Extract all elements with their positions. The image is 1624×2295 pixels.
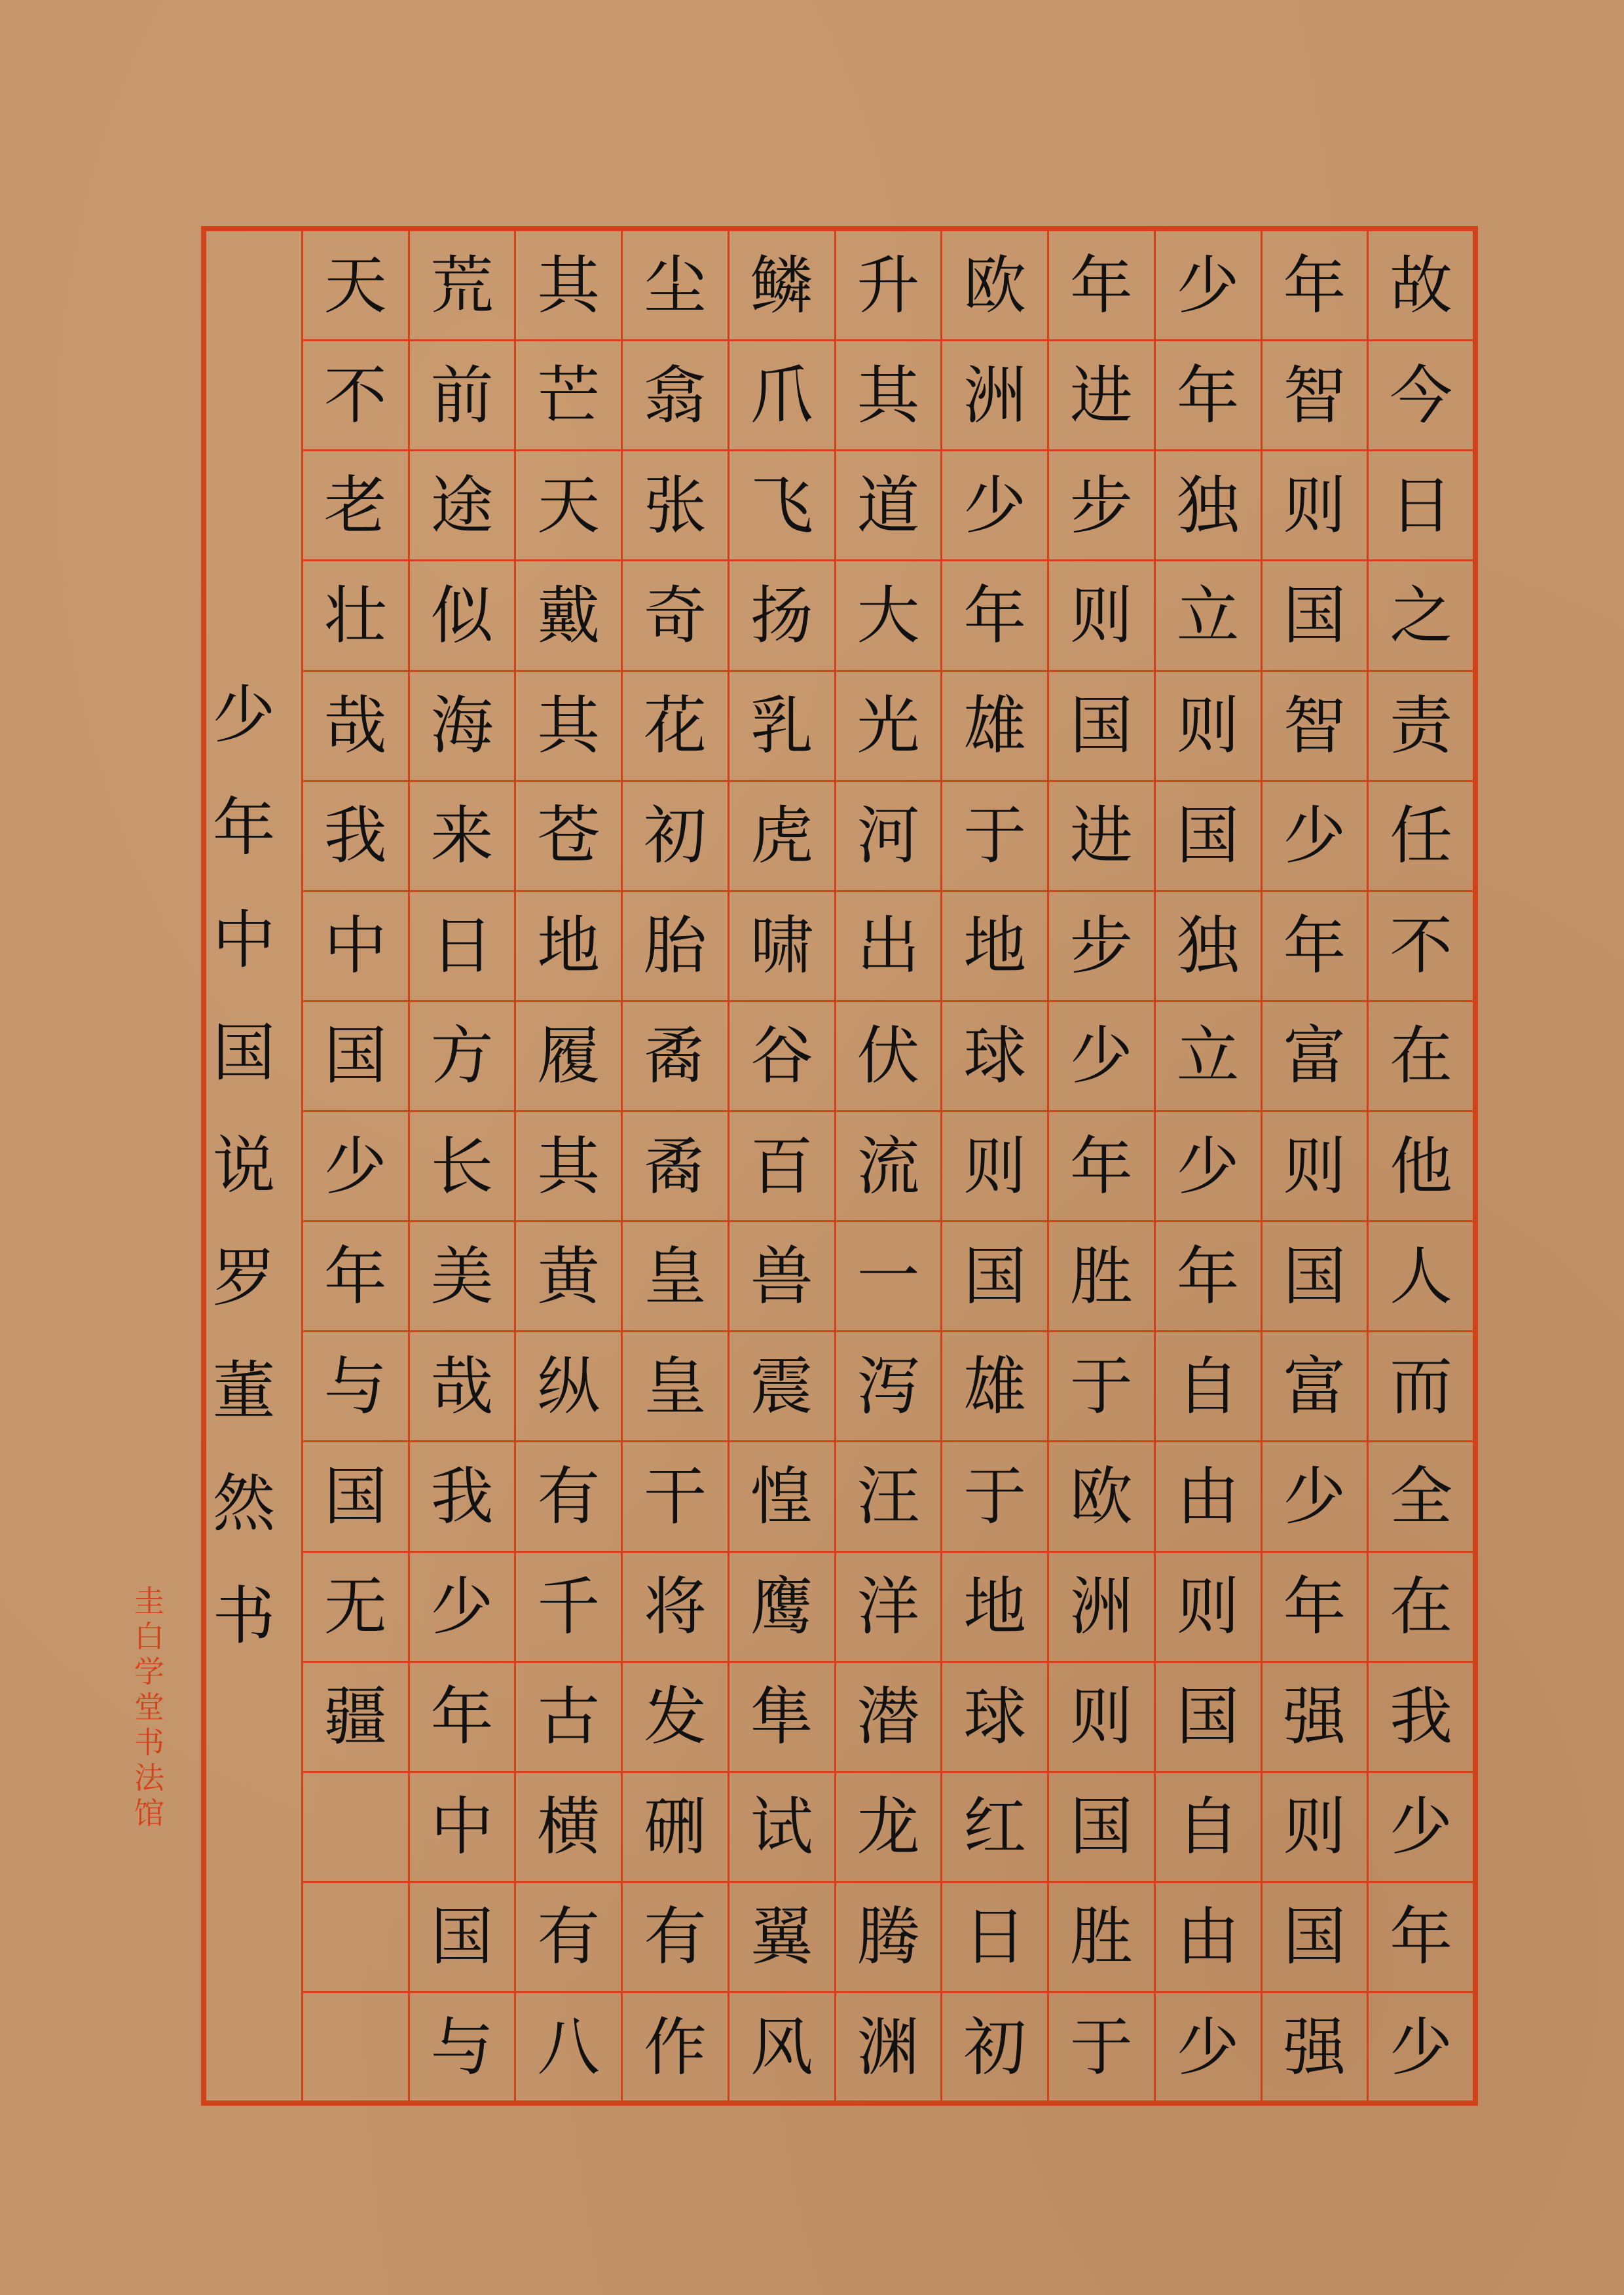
grid-cell: 似 [410,561,515,671]
grid-cell: 则 [1049,1663,1154,1773]
grid-cell: 花 [623,672,728,782]
grid-cell: 伏 [836,1002,941,1112]
grid-cell: 少 [942,451,1047,561]
grid-cell: 奇 [623,561,728,671]
grid-cell: 鹰 [729,1553,834,1663]
grid-cell: 地 [942,892,1047,1002]
grid-cell: 中 [303,892,408,1002]
grid-cell: 初 [963,2010,1027,2084]
grid-column [621,231,728,2101]
grid-cell: 八 [537,2010,600,2084]
grid-cell: 于 [942,1442,1047,1552]
grid-cell: 流 [836,1112,941,1222]
grid-cell: 天 [516,451,621,561]
grid-cell: 无 [303,1553,408,1663]
grid-cell: 富 [1263,1332,1367,1442]
grid-cell: 发 [623,1663,728,1773]
grid-column [834,231,941,2101]
grid-cell: 来 [410,782,515,892]
grid-cell: 长 [410,1112,515,1222]
grid-cell: 隼 [729,1663,834,1773]
grid-column [940,231,1047,2101]
grid-cell: 一 [836,1222,941,1332]
grid-cell: 疆 [303,1663,408,1773]
grid-cell: 于 [1069,2010,1133,2084]
grid-cell: 于 [942,782,1047,892]
grid-cell: 年 [1263,231,1367,341]
grid-cell: 翕 [623,341,728,451]
grid-cell: 不 [1369,892,1473,1002]
grid-cell: 张 [623,451,728,561]
grid-cell: 独 [1156,892,1261,1002]
grid-cell: 升 [836,231,941,341]
grid-cell: 年 [1049,231,1154,341]
grid-cell: 震 [729,1332,834,1442]
grid-cell: 年 [942,561,1047,671]
grid-cell: 中 [410,1773,515,1883]
grid-cell: 惶 [729,1442,834,1552]
grid-cell: 人 [1369,1222,1473,1332]
grid-cell: 泻 [836,1332,941,1442]
grid-cell: 皇 [623,1332,728,1442]
grid-cell: 少 [1156,1112,1261,1222]
grid-cell: 胎 [623,892,728,1002]
grid-cell: 纵 [516,1332,621,1442]
grid-cell: 途 [410,451,515,561]
grid-cell: 少 [1263,782,1367,892]
grid-cell: 雄 [942,672,1047,782]
grid-cell: 矞 [623,1112,728,1222]
grid-cell: 地 [942,1553,1047,1663]
grid-cell: 国 [1263,561,1367,671]
grid-cell: 其 [516,672,621,782]
grid-cell: 今 [1369,341,1473,451]
grid-cell: 与 [430,2010,494,2084]
grid-cell: 天 [303,231,408,341]
grid-cell: 于 [1049,1332,1154,1442]
grid-cell: 进 [1049,782,1154,892]
grid-cell: 红 [942,1773,1047,1883]
grid-cell: 欧 [1049,1442,1154,1552]
grid-cell: 国 [1049,1773,1154,1883]
grid-cell: 之 [1369,561,1473,671]
grid-cell: 欧 [942,231,1047,341]
grid-cell: 横 [516,1773,621,1883]
grid-cell: 富 [1263,1002,1367,1112]
grid-cell: 少 [303,1112,408,1222]
grid-cell: 他 [1369,1112,1473,1222]
grid-cell: 方 [410,1002,515,1112]
grid-cell: 自 [1156,1773,1261,1883]
grid-cell: 步 [1049,892,1154,1002]
grid-cell: 年 [1369,1883,1473,1993]
grid-cell: 不 [303,341,408,451]
grid-cell: 年 [410,1663,515,1773]
grid-cell: 我 [410,1442,515,1552]
grid-cell: 苍 [516,782,621,892]
grid-cell: 虎 [729,782,834,892]
grid-cell: 荒 [410,231,515,341]
grid-column [1154,231,1261,2101]
grid-cell: 作 [643,2010,707,2084]
grid-cell [303,1993,408,2101]
grid-cell [303,1773,408,1883]
grid-cell: 光 [836,672,941,782]
grid-cell: 龙 [836,1773,941,1883]
grid-cell: 洲 [942,341,1047,451]
grid-cell: 少 [1176,2010,1240,2084]
signature-inscription: 少年中国说罗董然书 [202,681,276,1695]
grid-column [1261,231,1367,2101]
grid-cell: 地 [516,892,621,1002]
grid-cell: 在 [1369,1553,1473,1663]
grid-cell: 履 [516,1002,621,1112]
grid-cell: 雄 [942,1332,1047,1442]
grid-cell: 由 [1156,1883,1261,1993]
grid-cell [303,1883,408,1993]
grid-cell: 谷 [729,1002,834,1112]
grid-cell: 芒 [516,341,621,451]
grid-cell: 戴 [516,561,621,671]
grid-column [408,231,515,2101]
grid-column [303,231,408,2101]
grid-cell: 河 [836,782,941,892]
grid-cell: 风 [750,2010,813,2084]
grid-column [728,231,834,2101]
grid-cell: 干 [623,1442,728,1552]
grid-cell: 则 [1156,672,1261,782]
grid-cell: 强 [1263,1663,1367,1773]
grid-cell: 尘 [623,231,728,341]
grid-cell: 全 [1369,1442,1473,1552]
grid-column [1367,231,1473,2101]
grid-cell: 洋 [836,1553,941,1663]
grid-cell: 前 [410,341,515,451]
grid-cell: 年 [1156,341,1261,451]
grid-cell: 强 [1283,2010,1346,2084]
grid-cell: 有 [516,1442,621,1552]
grid-cell: 进 [1049,341,1154,451]
grid-cell: 自 [1156,1332,1261,1442]
grid-cell: 独 [1156,451,1261,561]
grid-cell: 飞 [729,451,834,561]
grid-cell: 则 [1263,1112,1367,1222]
grid-cell: 有 [623,1883,728,1993]
grid-cell: 智 [1263,672,1367,782]
grid-cell: 海 [410,672,515,782]
grid-cell: 百 [729,1112,834,1222]
grid-cell: 国 [1156,1663,1261,1773]
grid-cell: 翼 [729,1883,834,1993]
grid-cell: 哉 [303,672,408,782]
grid-cell: 智 [1263,341,1367,451]
grid-cell: 国 [410,1883,515,1993]
grid-cell: 故 [1369,231,1473,341]
grid-cell: 立 [1156,1002,1261,1112]
grid-cell: 渊 [857,2010,920,2084]
grid-cell: 潜 [836,1663,941,1773]
grid-cell: 扬 [729,561,834,671]
grid-cell: 少 [410,1553,515,1663]
grid-cell: 国 [1263,1883,1367,1993]
grid-cell: 其 [516,1112,621,1222]
grid-cell: 国 [1263,1222,1367,1332]
grid-cell: 乳 [729,672,834,782]
grid-cell: 由 [1156,1442,1261,1552]
grid-cell: 腾 [836,1883,941,1993]
grid-cell: 其 [516,231,621,341]
grid-cell: 球 [942,1002,1047,1112]
grid-cell: 则 [1156,1553,1261,1663]
grid-cell: 立 [1156,561,1261,671]
grid-cell: 少 [1369,1773,1473,1883]
grid-cell: 与 [303,1332,408,1442]
grid-cell: 而 [1369,1332,1473,1442]
grid-cell: 则 [1263,451,1367,561]
studio-stamp: 圭白学堂书法馆 [130,1585,165,1833]
grid-cell: 则 [942,1112,1047,1222]
grid-cell: 步 [1049,451,1154,561]
grid-cell: 千 [516,1553,621,1663]
grid-cell: 在 [1369,1002,1473,1112]
grid-cell: 胜 [1049,1883,1154,1993]
grid-cell: 大 [836,561,941,671]
grid-cell: 少 [1049,1002,1154,1112]
grid-cell: 试 [729,1773,834,1883]
grid-cell: 硎 [623,1773,728,1883]
grid-cell: 古 [516,1663,621,1773]
grid-cell: 鳞 [729,231,834,341]
grid-cell: 爪 [729,341,834,451]
grid-cell: 兽 [729,1222,834,1332]
grid-cell: 美 [410,1222,515,1332]
grid-cell: 哉 [410,1332,515,1442]
grid-cell: 年 [1156,1222,1261,1332]
grid-cell: 年 [303,1222,408,1332]
grid-cell: 皇 [623,1222,728,1332]
grid-cell: 老 [303,451,408,561]
grid-cell: 初 [623,782,728,892]
grid-cell: 则 [1263,1773,1367,1883]
grid-cell: 少 [1390,2010,1453,2084]
grid-cell: 啸 [729,892,834,1002]
grid-cell: 年 [1263,1553,1367,1663]
grid-cell: 有 [516,1883,621,1993]
grid-cell: 少 [1263,1442,1367,1552]
grid-cell: 出 [836,892,941,1002]
grid-cell: 汪 [836,1442,941,1552]
grid-cell: 日 [1369,451,1473,561]
grid-cell: 则 [1049,561,1154,671]
writing-grid [301,231,1473,2101]
grid-cell: 责 [1369,672,1473,782]
grid-cell: 日 [942,1883,1047,1993]
grid-cell: 洲 [1049,1553,1154,1663]
grid-cell: 国 [1049,672,1154,782]
grid-cell: 年 [1263,892,1367,1002]
grid-cell: 年 [1049,1112,1154,1222]
grid-cell: 黄 [516,1222,621,1332]
grid-cell: 国 [942,1222,1047,1332]
grid-cell: 矞 [623,1002,728,1112]
grid-cell: 其 [836,341,941,451]
grid-cell: 我 [1369,1663,1473,1773]
grid-cell: 壮 [303,561,408,671]
grid-cell: 国 [303,1002,408,1112]
grid-cell: 将 [623,1553,728,1663]
grid-cell: 日 [410,892,515,1002]
grid-cell: 胜 [1049,1222,1154,1332]
grid-cell: 道 [836,451,941,561]
grid-cell: 少 [1156,231,1261,341]
grid-cell: 国 [1156,782,1261,892]
grid-cell: 国 [303,1442,408,1552]
grid-column [514,231,621,2101]
grid-cell: 任 [1369,782,1473,892]
grid-cell: 球 [942,1663,1047,1773]
grid-cell: 我 [303,782,408,892]
grid-column [1047,231,1154,2101]
